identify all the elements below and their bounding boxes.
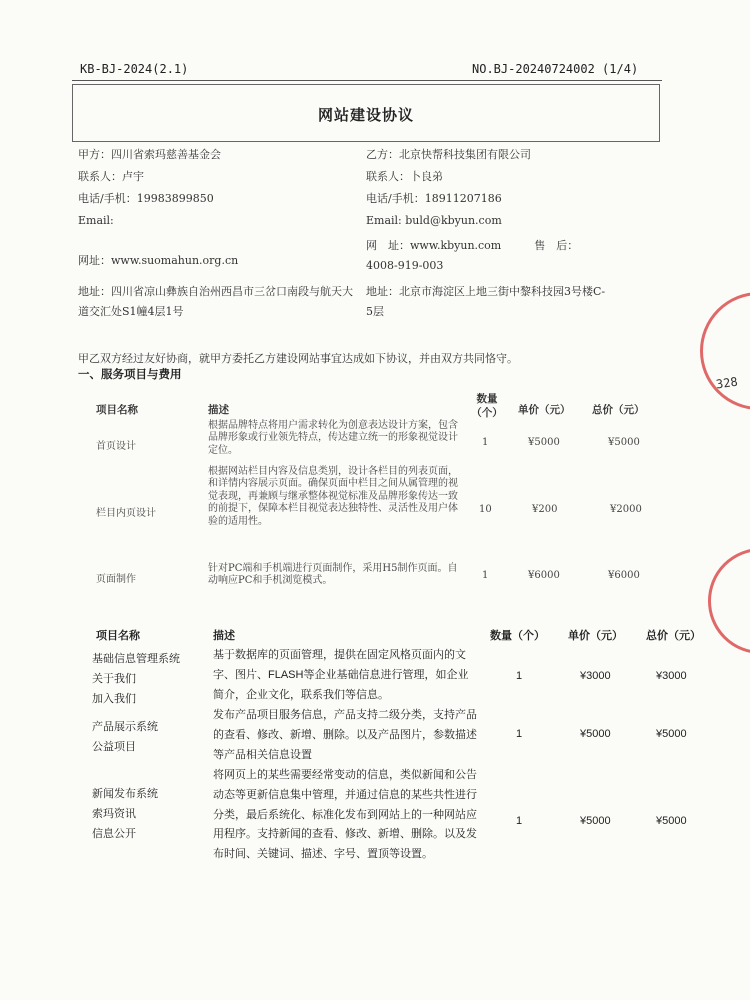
document-code: KB-BJ-2024(2.1)	[80, 62, 189, 76]
table1-row2-price: ¥200	[532, 504, 558, 515]
table2-row3-name-3: 信息公开	[92, 828, 136, 840]
party-a-address: 地址：四川省凉山彝族自治州西昌市三岔口南段与航天大道交汇处S1幢4层1号	[78, 285, 353, 318]
party-b-contact: 联系人：卜良弟	[366, 170, 443, 183]
party-a-email: Email:	[78, 214, 114, 227]
table1-header-price: 单价（元）	[518, 404, 571, 416]
table1-header-desc: 描述	[208, 404, 229, 416]
document-number: NO.BJ-20240724002 (1/4)	[472, 62, 639, 76]
table2-row3-name-1: 新闻发布系统	[92, 788, 158, 800]
party-a-contact: 联系人：卢宇	[78, 170, 144, 183]
table1-row3-price: ¥6000	[528, 570, 560, 581]
party-b-phone: 电话/手机：18911207186	[366, 192, 502, 205]
table2-header-qty: 数量（个）	[490, 630, 545, 642]
table2-row3-qty: 1	[516, 815, 523, 827]
table2-row3-price: ¥5000	[580, 815, 611, 827]
title-box	[72, 84, 660, 142]
table1-row3-desc: 针对PC端和手机端进行页面制作，采用H5制作页面。自动响应PC和手机浏览模式。	[208, 563, 458, 587]
table2-row1-total: ¥3000	[656, 670, 687, 682]
table2-header-name: 项目名称	[96, 630, 140, 642]
section-1-title: 一、服务项目与费用	[78, 367, 182, 381]
table2-header-price: 单价（元）	[568, 630, 623, 642]
table2-header-total: 总价（元）	[646, 630, 701, 642]
table2-row2-qty: 1	[516, 728, 523, 740]
table2-header-desc: 描述	[213, 630, 235, 642]
table2-row2-name-2: 公益项目	[92, 741, 136, 753]
party-a-name: 甲方：四川省索玛慈善基金会	[78, 148, 221, 161]
header-rule	[72, 80, 662, 81]
table1-header-total: 总价（元）	[592, 404, 645, 416]
party-b-email: Email: buld@kbyun.com	[366, 214, 502, 227]
table2-row3-total: ¥5000	[656, 815, 687, 827]
table2-row1-name-2: 关于我们	[92, 673, 136, 685]
table1-row3-name: 页面制作	[96, 574, 136, 585]
table1-row1-price: ¥5000	[528, 437, 560, 448]
table2-row1-name-1: 基础信息管理系统	[92, 653, 180, 665]
table2-row1-qty: 1	[516, 670, 523, 682]
table2-row1-price: ¥3000	[580, 670, 611, 682]
table1-row1-desc: 根据品牌特点将用户需求转化为创意表达设计方案，包含品牌形象或行业领先特点，传达建立统一的形象视觉设计定位。	[208, 420, 458, 456]
table2-row2-desc: 发布产品项目服务信息，产品支持二级分类，支持产品的查看、修改、新增、删除。以及产品图片，参数描述等产品相关信息设置	[213, 709, 477, 761]
table2-row2-name-1: 产品展示系统	[92, 721, 158, 733]
company-seal-b	[708, 548, 750, 654]
table1-header-qty: 数量（个）	[471, 393, 503, 419]
intro-paragraph: 甲乙双方经过友好协商，就甲方委托乙方建设网站事宜达成如下协议，并由双方共同恪守。	[78, 352, 518, 365]
table2-row2-price: ¥5000	[580, 728, 611, 740]
party-b-website: 网 址：www.kbyun.com 售 后：4008-919-003	[366, 239, 579, 272]
party-a-website: 网址：www.suomahun.org.cn	[78, 254, 239, 267]
page-title: 网站建设协议	[317, 106, 414, 124]
company-seal-a	[700, 292, 750, 410]
table1-row2-desc: 根据网站栏目内容及信息类别，设计各栏目的列表页面，和详情内容展示页面。确保页面中栏目之间从属管理的视觉表现，再兼顾与继承整体视觉标准及品牌形象传达一致的前提下，保障本栏目视觉表达独特性、灵活性及用户体验的适用性。	[208, 466, 458, 527]
table1-row3-total: ¥6000	[608, 570, 640, 581]
table1-row2-name: 栏目内页设计	[96, 508, 156, 519]
table2-row1-name-3: 加入我们	[92, 693, 136, 705]
party-b-address: 地址：北京市海淀区上地三街中黎科技园3号楼C-5层	[366, 285, 606, 318]
table2-row2-total: ¥5000	[656, 728, 687, 740]
party-b-name: 乙方：北京快帮科技集团有限公司	[366, 148, 531, 161]
table1-row2-total: ¥2000	[610, 504, 642, 515]
table2-row3-desc: 将网页上的某些需要经常变动的信息，类似新闻和公告动态等更新信息集中管理，并通过信息的某些共性进行分类，最后系统化、标准化发布到网站上的一种网站应用程序。支持新闻的查看、修改、新增、删除。以及发布时间、关键词、描述、字号、置顶等设置。	[213, 769, 477, 861]
table2-row1-desc: 基于数据库的页面管理，提供在固定风格页面内的文字、图片、FLASH等企业基础信息进行管理，如企业简介，企业文化，联系我们等信息。	[213, 649, 469, 701]
table1-row3-qty: 1	[482, 570, 489, 581]
party-a-phone: 电话/手机：19983899850	[78, 192, 214, 205]
table1-row1-total: ¥5000	[608, 437, 640, 448]
table1-row2-qty: 10	[479, 504, 492, 515]
table1-header-name: 项目名称	[96, 404, 138, 416]
table2-row3-name-2: 索玛资讯	[92, 808, 136, 820]
margin-note: 328	[715, 374, 739, 392]
table1-row1-qty: 1	[482, 437, 489, 448]
table1-row1-name: 首页设计	[96, 441, 136, 452]
